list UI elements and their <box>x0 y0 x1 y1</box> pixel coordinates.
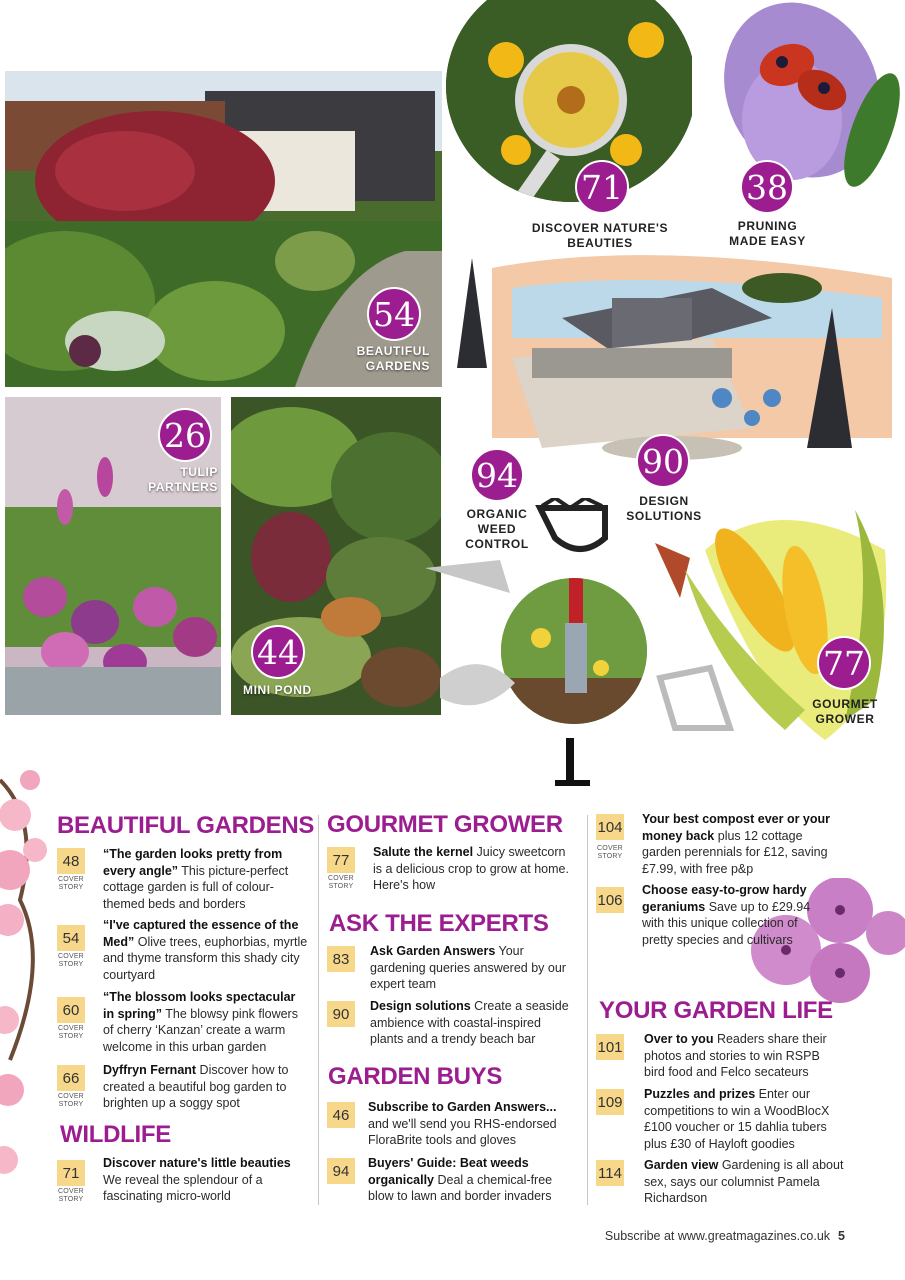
badge-94[interactable]: 94 <box>470 448 524 502</box>
page-number: 60 <box>57 997 85 1023</box>
page-number: 109 <box>596 1089 624 1115</box>
badge-38[interactable]: 38 <box>740 160 794 214</box>
badge-77[interactable]: 77 <box>817 636 871 690</box>
page-number: 101 <box>596 1034 624 1060</box>
cover-story-tag: COVER STORY <box>58 876 84 891</box>
list-item[interactable] <box>596 1086 846 1154</box>
entry-text: Puzzles and prizes Enter our competitions to win a WoodBlocX £100 voucher or 15 dahlia tubers plus £30 of Hayloft goodies <box>644 1087 830 1151</box>
page-number: 104 <box>596 814 624 840</box>
page-number-footer: 5 <box>838 1229 845 1243</box>
entry-text: “The blossom looks spectacular in spring” The blowsy pink flowers of cherry ‘Kanzan’ create a warm welcome in this urban garden <box>103 990 298 1054</box>
badge-90[interactable]: 90 <box>636 434 690 488</box>
list-item[interactable] <box>596 882 836 982</box>
badge-54[interactable]: 54 <box>367 287 421 341</box>
label-pruning: PRUNING MADE EASY <box>729 219 806 248</box>
entry-text: Subscribe to Garden Answers... and we'll send you RHS-endorsed FloraBrite tools and gloves <box>368 1100 557 1147</box>
cherry-blossom-illustration <box>0 760 60 1230</box>
entry-text: Salute the kernel Juicy sweetcorn is a delicious crop to grow at home. Here's how <box>373 845 569 892</box>
cover-story-tag: COVER STORY <box>58 1025 84 1040</box>
entry-text: Choose easy-to-grow hardy geraniums Save up to £29.94 with this unique collection of pretty species and cultivars <box>642 883 811 947</box>
badge-44[interactable]: 44 <box>251 625 305 679</box>
list-item[interactable] <box>596 1031 846 1083</box>
page-number: 46 <box>327 1102 355 1128</box>
heading-gourmet-grower: GOURMET GROWER <box>327 811 563 838</box>
cover-story-tag: COVER STORY <box>58 1093 84 1108</box>
column-divider-2 <box>587 815 588 1205</box>
butterfly-illustration <box>692 0 905 200</box>
photo-beautiful-gardens <box>5 71 442 387</box>
daisy-illustration <box>446 0 696 202</box>
photo-discover-nature <box>446 0 696 202</box>
garden-illustration <box>5 71 442 387</box>
photo-pruning <box>692 0 905 200</box>
label-mini-pond: MINI POND <box>243 683 312 697</box>
entry-text: “I've captured the essence of the Med” Olive trees, euphorbias, myrtle and thyme transform this shady city courtyard <box>103 918 308 982</box>
page-number: 77 <box>327 847 355 873</box>
list-item[interactable] <box>327 943 577 995</box>
subscribe-link[interactable]: Subscribe at www.greatmagazines.co.uk <box>604 1229 831 1243</box>
entry-text: Over to you Readers share their photos and stories to win RSPB bird food and Felco secateurs <box>644 1032 827 1079</box>
list-item[interactable] <box>57 1155 312 1207</box>
cover-story-tag: COVER STORY <box>58 1188 84 1203</box>
label-discover-nature: DISCOVER NATURE'S BEAUTIES <box>531 221 669 250</box>
page-number: 83 <box>327 946 355 972</box>
cover-story-tag: COVER STORY <box>597 845 623 860</box>
list-item[interactable] <box>596 1157 846 1209</box>
list-item[interactable] <box>596 811 836 879</box>
page-number: 66 <box>57 1065 85 1091</box>
heading-garden-buys: GARDEN BUYS <box>328 1063 503 1090</box>
page-number: 94 <box>327 1158 355 1184</box>
entry-text: Your best compost ever or your money back plus 12 cottage garden perennials for £12, saving £7.99, with free p&p <box>642 812 831 876</box>
page-number: 54 <box>57 925 85 951</box>
entry-text: Buyers' Guide: Beat weeds organically Deal a chemical-free blow to lawn and border invaders <box>368 1156 553 1203</box>
heading-beautiful-gardens: BEAUTIFUL GARDENS <box>57 812 315 839</box>
page-number: 48 <box>57 848 85 874</box>
label-organic-weed: ORGANIC WEED CONTROL <box>465 507 529 551</box>
list-item[interactable] <box>57 1062 312 1114</box>
page-number: 90 <box>327 1001 355 1027</box>
entry-text: Dyffryn Fernant Discover how to created a beautiful bog garden to brighten up a soggy spot <box>103 1063 289 1110</box>
list-item[interactable] <box>57 846 312 912</box>
list-item[interactable] <box>57 917 312 983</box>
entry-text: Ask Garden Answers Your gardening queries answered by our expert team <box>370 944 566 991</box>
heading-ask-the-experts: ASK THE EXPERTS <box>329 910 549 937</box>
entry-text: Garden view Gardening is all about sex, says our columnist Pamela Richardson <box>644 1158 844 1205</box>
list-item[interactable] <box>327 1099 577 1151</box>
heading-wildlife: WILDLIFE <box>60 1121 171 1148</box>
label-tulip-partners: TULIP PARTNERS <box>148 465 218 494</box>
badge-26[interactable]: 26 <box>158 408 212 462</box>
label-gourmet-grower: GOURMET GROWER <box>812 697 878 726</box>
entry-text: Design solutions Create a seaside ambience with coastal-inspired plants and a trendy beach bar <box>370 999 569 1046</box>
cover-story-tag: COVER STORY <box>328 875 354 890</box>
list-item[interactable] <box>57 989 312 1055</box>
page-number: 71 <box>57 1160 85 1186</box>
list-item[interactable] <box>327 1155 577 1207</box>
column-divider-1 <box>318 815 319 1205</box>
list-item[interactable] <box>327 998 577 1050</box>
heading-your-garden-life: YOUR GARDEN LIFE <box>599 997 833 1024</box>
label-beautiful-gardens: BEAUTIFUL GARDENS <box>356 344 430 373</box>
list-item[interactable] <box>327 844 577 896</box>
footer <box>605 1229 845 1243</box>
entry-text: Discover nature's little beauties We reveal the splendour of a fascinating micro-world <box>103 1156 291 1203</box>
label-design-solutions: DESIGN SOLUTIONS <box>626 494 702 523</box>
page-number: 106 <box>596 887 624 913</box>
page-number: 114 <box>596 1160 624 1186</box>
cover-story-tag: COVER STORY <box>58 953 84 968</box>
entry-text: “The garden looks pretty from every angle” This picture-perfect cottage garden is full of colour-themed beds and borders <box>103 847 289 911</box>
badge-71[interactable]: 71 <box>575 160 629 214</box>
